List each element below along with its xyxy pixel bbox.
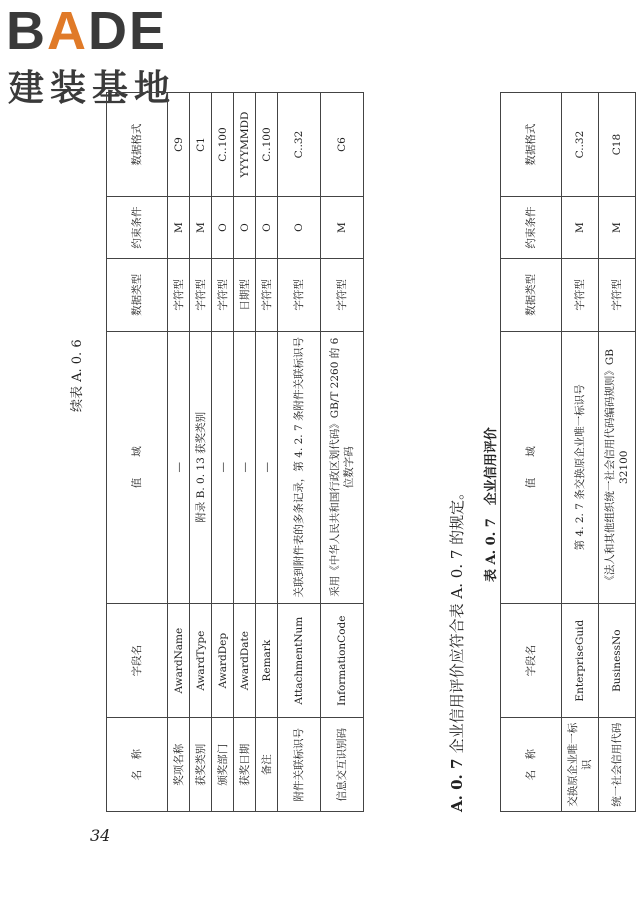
cell-value: 《法人和其他组织统一社会信用代码编码规则》GB 32100 xyxy=(599,331,636,603)
cell-name: 奖项名称 xyxy=(168,718,190,812)
header-constraint: 约束条件 xyxy=(107,197,168,259)
cell-type: 字符型 xyxy=(599,259,636,332)
cell-constraint: O xyxy=(256,197,278,259)
header-format: 数据格式 xyxy=(107,93,168,197)
header-format: 数据格式 xyxy=(501,93,562,197)
cell-type: 字符型 xyxy=(168,259,190,332)
cell-value: — xyxy=(256,331,278,603)
cell-field: BusinessNo xyxy=(599,603,636,718)
cell-format: C..100 xyxy=(212,93,234,197)
cell-field: Remark xyxy=(256,603,278,718)
cell-format: YYYYMMDD xyxy=(234,93,256,197)
cell-field: AwardDep xyxy=(212,603,234,718)
cell-field: EnterpriseGuid xyxy=(562,603,599,718)
cell-field: AwardDate xyxy=(234,603,256,718)
bade-logo xyxy=(6,1,181,109)
continued-table-caption: 续表 A. 0. 6 xyxy=(70,339,85,412)
cell-value: 第 4. 2. 7 条交换原企业唯一标识号 xyxy=(562,331,599,603)
table-header-row xyxy=(501,93,562,812)
table-row xyxy=(599,93,636,812)
header-field: 字段名 xyxy=(501,603,562,718)
table-header-row xyxy=(107,93,168,812)
cell-format: C..32 xyxy=(562,93,599,197)
table-row xyxy=(190,93,212,812)
table-row xyxy=(321,93,364,812)
clause-text: 企业信用评价应符合表 A. 0. 7 的规定。 xyxy=(448,484,466,754)
cell-value: — xyxy=(234,331,256,603)
header-type: 数据类型 xyxy=(107,259,168,332)
table-row xyxy=(562,93,599,812)
table-row xyxy=(212,93,234,812)
cell-field: InformationCode xyxy=(321,603,364,718)
rotated-page-content xyxy=(60,92,630,812)
header-constraint: 约束条件 xyxy=(501,197,562,259)
cell-type: 日期型 xyxy=(234,259,256,332)
cell-constraint: M xyxy=(321,197,364,259)
clause-number: A. 0. 7 xyxy=(448,758,466,812)
header-type: 数据类型 xyxy=(501,259,562,332)
cell-format: C..32 xyxy=(278,93,321,197)
cell-constraint: M xyxy=(190,197,212,259)
cell-value: 关联到附件表的多条记录，第 4. 2. 7 条附件关联标识号 xyxy=(278,331,321,603)
cell-name: 交换原企业唯一标识 xyxy=(562,718,599,812)
logo-wordmark: BADE xyxy=(6,1,168,61)
cell-name: 信息交互识别码 xyxy=(321,718,364,812)
cell-type: 字符型 xyxy=(190,259,212,332)
cell-type: 字符型 xyxy=(562,259,599,332)
clause-a07 xyxy=(446,485,467,812)
cell-format: C1 xyxy=(190,93,212,197)
cell-value: 附录 B. 0. 13 获奖类别 xyxy=(190,331,212,603)
cell-name: 颁奖部门 xyxy=(212,718,234,812)
header-field: 字段名 xyxy=(107,603,168,718)
cell-name: 附件关联标识号 xyxy=(278,718,321,812)
cell-field: AwardName xyxy=(168,603,190,718)
table-row xyxy=(278,93,321,812)
cell-field: AwardType xyxy=(190,603,212,718)
logo-subtitle: 建装基地 xyxy=(8,68,177,109)
table-row xyxy=(256,93,278,812)
cell-format: C6 xyxy=(321,93,364,197)
cell-constraint: O xyxy=(278,197,321,259)
header-name: 名 称 xyxy=(501,718,562,812)
cell-type: 字符型 xyxy=(212,259,234,332)
continued-table xyxy=(106,92,364,812)
credit-evaluation-table xyxy=(500,92,636,812)
cell-type: 字符型 xyxy=(256,259,278,332)
cell-value: — xyxy=(212,331,234,603)
cell-name: 统一社会信用代码 xyxy=(599,718,636,812)
header-name: 名 称 xyxy=(107,718,168,812)
cell-value: 采用《中华人民共和国行政区划代码》GB/T 2260 的 6 位数字码 xyxy=(321,331,364,603)
cell-format: C18 xyxy=(599,93,636,197)
cell-constraint: M xyxy=(599,197,636,259)
cell-name: 获奖类别 xyxy=(190,718,212,812)
cell-constraint: M xyxy=(168,197,190,259)
table-row xyxy=(168,93,190,812)
cell-format: C9 xyxy=(168,93,190,197)
cell-name: 获奖日期 xyxy=(234,718,256,812)
header-value: 值 域 xyxy=(501,331,562,603)
cell-type: 字符型 xyxy=(278,259,321,332)
cell-format: C..100 xyxy=(256,93,278,197)
cell-type: 字符型 xyxy=(321,259,364,332)
cell-constraint: O xyxy=(234,197,256,259)
credit-table-title: 表 A. 0. 7 企业信用评价 xyxy=(484,427,499,582)
cell-constraint: O xyxy=(212,197,234,259)
table-row xyxy=(234,93,256,812)
cell-value: — xyxy=(168,331,190,603)
cell-field: AttachmentNum xyxy=(278,603,321,718)
cell-constraint: M xyxy=(562,197,599,259)
page-number: 34 xyxy=(90,826,111,845)
cell-name: 备注 xyxy=(256,718,278,812)
header-value: 值 域 xyxy=(107,331,168,603)
